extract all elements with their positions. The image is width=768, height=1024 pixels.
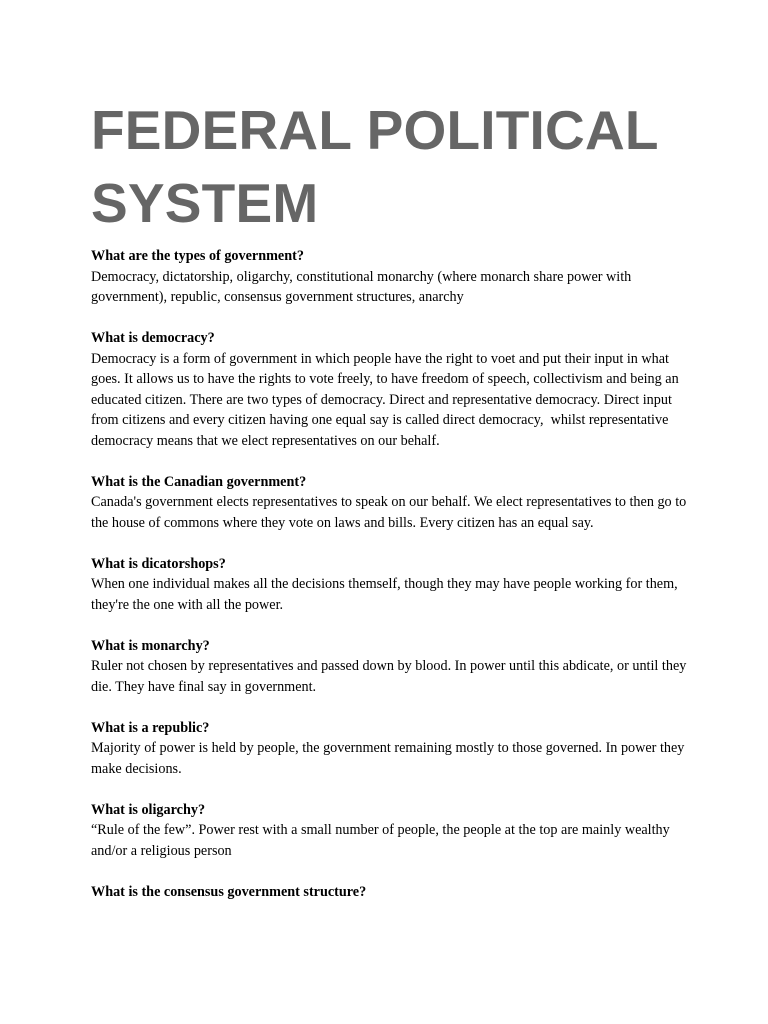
- question-heading: What is a republic?: [91, 719, 210, 736]
- qa-section-types: [91, 246, 691, 308]
- answer-paragraph: When one individual makes all the decisions themself, though they may have people working for them, they're the one with all the power.: [91, 576, 682, 613]
- document-page: [91, 94, 691, 923]
- document-title: FEDERAL POLITICAL SYSTEM: [91, 99, 658, 234]
- qa-section-republic: [91, 718, 691, 780]
- question-heading: What are the types of government?: [91, 248, 304, 264]
- answer-paragraph: Majority of power is held by people, the government remaining mostly to those governed. In power they make decisions.: [91, 740, 688, 777]
- qa-section-canadian-government: [91, 472, 691, 534]
- answer-paragraph: “Rule of the few”. Power rest with a small number of people, the people at the top are mainly wealthy and/or a religious person: [91, 822, 674, 859]
- question-heading: What is democracy?: [91, 330, 215, 346]
- answer-paragraph: Canada's government elects representatives to speak on our behalf. We elect representatives to then go to the house of commons where they vote on laws and bills. Every citizen has an equal say.: [91, 494, 690, 531]
- qa-section-democracy: [91, 328, 691, 451]
- question-heading: What is dicatorshops?: [91, 555, 226, 572]
- question-heading: What is the consensus government structure?: [91, 883, 367, 900]
- qa-section-consensus-government: [91, 882, 691, 903]
- qa-section-dictatorship: [91, 554, 691, 616]
- answer-paragraph: Ruler not chosen by representatives and passed down by blood. In power until this abdicate, or until they die. They have final say in government.: [91, 658, 690, 695]
- qa-section-oligarchy: [91, 800, 691, 862]
- answer-paragraph: Democracy is a form of government in which people have the right to voet and put their input in what goes. It allows us to have the rights to vote freely, to have freedom of speech, collectivism and being an educated citizen. There are two types of democracy. Direct and representative democracy. Direct input from citizens and every citizen having one equal say is called direct democracy, whilst representative democracy means that we elect representatives on our behalf.: [91, 350, 683, 449]
- qa-section-monarchy: [91, 636, 691, 698]
- question-heading: What is monarchy?: [91, 637, 210, 654]
- answer-paragraph: Democracy, dictatorship, oligarchy, constitutional monarchy (where monarch share power with government), republic, consensus government structures, anarchy: [91, 268, 635, 305]
- question-heading: What is the Canadian government?: [91, 473, 307, 490]
- question-heading: What is oligarchy?: [91, 801, 206, 818]
